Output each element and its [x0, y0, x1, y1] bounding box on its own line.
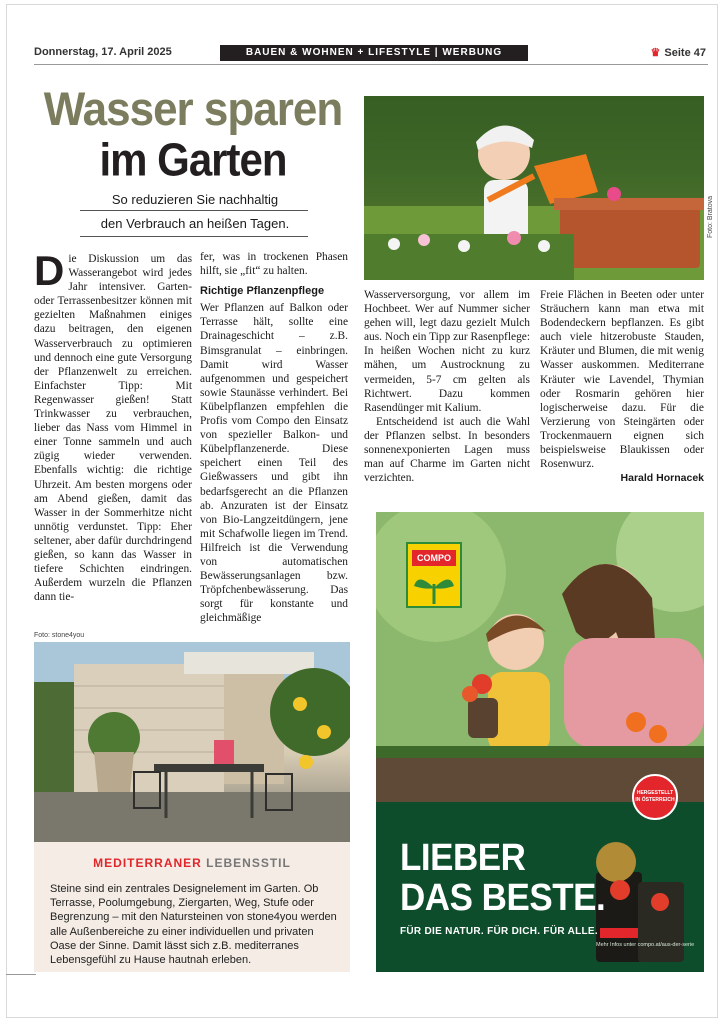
advertisement-compo[interactable] — [376, 512, 704, 972]
ad-slogan: FÜR DIE NATUR. FÜR DICH. FÜR ALLE. — [400, 926, 598, 937]
compo-plant-icon — [408, 568, 460, 608]
header-section: BAUEN & WOHNEN + LIFESTYLE | WERBUNG — [220, 45, 528, 61]
infobox-text: Steine sind ein zentrales Designelement im Garten. Ob Terrasse, Poolumgebung, Ziergarten, Weg, Stufe oder Begrenzung – mit den Natursteinen von stone4you werden alle Außenbereiche zu einer individuellen und privaten Oase der Sinne. Damit lässt sich z.B. mediterranes Lebensgefühl zu Hause hautnah erleben. — [50, 883, 337, 967]
compo-logo-text: COMPO — [412, 550, 456, 566]
header-date: Donnerstag, 17. April 2025 — [34, 46, 172, 58]
header-page-number — [651, 46, 706, 59]
compo-logo[interactable] — [406, 542, 462, 608]
footer-divider — [6, 974, 36, 975]
page-header — [34, 44, 708, 64]
ad-badge-text: HERGESTELLT IN ÖSTERREICH — [635, 790, 675, 803]
infobox-title-red: MEDITERRANER — [93, 856, 202, 870]
column-1-text: ie Diskussion um das Wasserangebot wird jedes Jahr intensiver. Garten- oder Terrassenbesitzer können mit gezielten Maßnahmen einiges dazu beitragen, den eigenen Wasserverbrauch zu optimieren und dennoch eine gute Versorgung der Pflanzenwelt zu erreichen. Einfachster Tipp: Mit Regenwasser gießen! Statt Trinkwasser zu verbrauchen, lieber das Nass vom Himmel in einer Tonne sammeln und auch zügig wieder verwenden. Ebenfalls wichtig: die richtige Uhrzeit. Am besten morgens oder am Abend gießen, damit das Wasser in der Sommerhitze nicht unnötig verdunstet. Tipp: Eher seltener, aber dafür durchdringend gießen, so kann das Wasser in tiefere Schichten eindringen. Außerdem wurzeln die Pflanzen dann tie- — [34, 253, 192, 604]
ad-made-in-austria-badge — [632, 774, 678, 820]
infobox-mediterranean — [34, 842, 350, 972]
column-3-paragraph-2: Entscheidend ist auch die Wahl der Pflanzen selbst. In besonders sonnenexponierten Lagen muss man auf Charme im Garten nicht verzichten. — [364, 415, 530, 485]
photo-girl-watering-flowers — [364, 96, 704, 280]
page-number-label: Seite 47 — [664, 47, 706, 59]
article-column-2 — [200, 250, 348, 625]
infobox-title — [34, 856, 350, 870]
ad-headline-line2: DAS BESTE. — [400, 877, 606, 919]
article-title-line1: Wasser sparen — [43, 83, 343, 136]
article-subheading: Richtige Pflanzenpflege — [200, 285, 325, 298]
girl-watering-illustration — [364, 96, 704, 280]
column-2-text: Wer Pflanzen auf Balkon oder Terrasse hält, sollte eine Drainageschicht – z.B. Bimsgranulat – einbringen. Damit wird Wasser aufgenommen und gespeichert sowie Staunässe verhindert. Bei Kübelpflanzen empfehlen die Profis vom Compo den Einsatz von spezieller Balkon- und Kübelpflanzenerde. Diese speichert einen Teil des Gießwassers und gibt ihn bedarfsgerecht an die Pflanzen ab. Anzuraten ist der Einsatz von Bio-Langzeitdüngern, jene mit Schafwolle liegen im Trend. Hilfreich ist die Verwendung von automatischen Bewässerungsanlagen bzw. Tröpfchenbewässerung. Das sorgt für konstante und gleichmäßige — [200, 302, 348, 625]
ad-headline-line1: LIEBER — [400, 837, 526, 879]
article-column-1 — [34, 247, 192, 604]
header-divider — [34, 64, 708, 65]
ad-photo-mother-child-gardening — [376, 512, 704, 802]
column-2-intro: fer, was in trockenen Phasen hilft, sie „fit“ zu halten. — [200, 251, 348, 278]
article-subtitle-line2: den Verbrauch an heißen Tagen. — [100, 216, 290, 231]
article-column-3 — [364, 288, 530, 485]
column-3-paragraph-1: Wasserversorgung, vor allem im Hochbeet. Wer auf Nummer sicher gehen will, legt dazu gezielt Mulch aus. Noch ein Tipp zur Rasenpflege: In heißen Wochen nicht zu kurz mähen, um Austrocknung zu vermeiden, 5-7 cm gelten als Richtwert. Dazu kommen Rasendünger mit Kalium. — [364, 289, 530, 414]
article-title-line2: im Garten — [99, 133, 287, 186]
ad-headline — [400, 838, 605, 918]
subtitle-divider-bottom — [80, 236, 308, 237]
ad-info-link[interactable]: Mehr Infos unter compo.at/aus-der-serie — [596, 942, 695, 948]
article-author: Harald Hornacek — [620, 472, 704, 485]
photo-credit-girl: Foto: Bratova — [707, 195, 714, 238]
photo-terrace-stone-wall — [34, 642, 350, 842]
subtitle-divider — [80, 210, 308, 211]
crown-icon: ♛ — [650, 47, 661, 59]
article-column-4 — [540, 288, 704, 485]
dropcap: D — [34, 247, 65, 294]
infobox-title-gray: LEBENSSTIL — [206, 856, 291, 870]
terrace-illustration — [34, 642, 350, 842]
column-4-text: Freie Flächen in Beeten oder unter Sträuchern kann man etwa mit Bodendeckern bepflanzen. Es gibt auch viele hitzerobuste Stauden, Kräuter und Blumen, die mit wenig Wasser auskommen. Mediterrane Kräuter wie Lavendel, Thymian oder Rosmarin gehören hier logischerweise dazu. Für die Verzierung von Steingärten oder Trockenmauern eignen sich beispielsweise Blaukissen oder Rosenwurz. — [540, 289, 704, 471]
photo-credit-terrace: Foto: stone4you — [34, 632, 85, 639]
article-subtitle-line1: So reduzieren Sie nachhaltig — [111, 192, 279, 207]
